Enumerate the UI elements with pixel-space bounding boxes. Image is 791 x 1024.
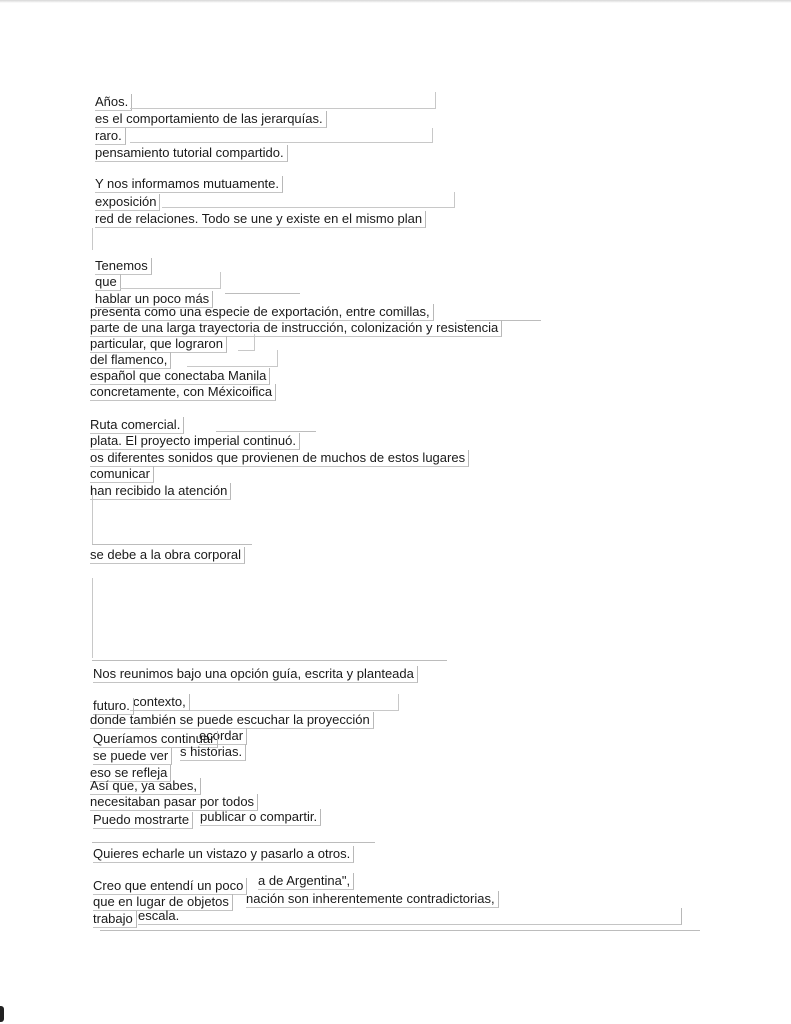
text-strip: particular, que lograron <box>90 336 227 353</box>
paste-edge <box>216 431 316 432</box>
paste-edge <box>225 293 300 294</box>
text-strip: comunicar <box>90 466 154 483</box>
text-strip: Y nos informamos mutuamente. <box>95 176 283 193</box>
text-strip: concretamente, con Méxicoifica <box>90 384 276 401</box>
text-strip: os diferentes sonidos que provienen de muchos de estos lugares <box>90 450 469 467</box>
text-strip: hablar un poco más <box>95 291 213 308</box>
text-strip: a de Argentina", <box>258 873 354 890</box>
text-strip: red de relaciones. Todo se une y existe en el mismo plan <box>95 211 426 228</box>
text-strip: han recibido la atención <box>90 483 231 500</box>
text-strip: se puede ver <box>93 748 172 765</box>
text-strip: presenta como una especie de exportación, entre comillas, <box>90 304 434 321</box>
text-strip: pensamiento tutorial compartido. <box>95 145 288 162</box>
paste-edge <box>92 228 93 250</box>
text-strip: es el comportamiento de las jerarquías. <box>95 111 327 128</box>
text-strip: exposición <box>95 194 160 211</box>
paste-edge <box>92 578 93 658</box>
paste-edge <box>92 842 375 843</box>
text-strip: Ruta comercial. <box>90 417 184 434</box>
text-strip: trabajo <box>93 911 137 928</box>
text-strip: Puedo mostrarte <box>93 812 193 829</box>
text-strip: Así que, ya sabes, <box>90 778 201 795</box>
text-strip: contexto, <box>133 694 190 711</box>
text-strip: necesitaban pasar por todos <box>90 794 258 811</box>
paste-frame <box>120 272 221 289</box>
text-strip: donde también se puede escuchar la proyección <box>90 712 374 729</box>
text-strip: Tenemos <box>95 258 152 275</box>
paste-frame <box>187 350 278 367</box>
text-strip: Creo que entendí un poco <box>93 878 247 895</box>
paste-edge <box>100 930 700 931</box>
text-strip: s historias. <box>180 744 246 761</box>
paste-frame <box>238 334 255 351</box>
paste-frame <box>130 128 433 143</box>
text-strip: eso se refleja <box>90 765 171 782</box>
text-strip: escala. <box>138 908 682 925</box>
scan-edge-mark <box>0 1006 4 1022</box>
text-strip: raro. <box>95 128 126 145</box>
text-strip: plata. El proyecto imperial continuó. <box>90 433 300 450</box>
text-strip: español que conectaba Manila <box>90 368 270 385</box>
text-strip: que <box>95 274 121 291</box>
paste-edge <box>92 544 252 545</box>
text-strip: que en lugar de objetos <box>93 894 233 911</box>
text-strip: ecordar <box>199 728 247 745</box>
text-strip: se debe a la obra corporal <box>90 547 245 564</box>
paste-edge <box>92 660 447 661</box>
text-strip: del flamenco, <box>90 352 171 369</box>
text-strip: Quieres echarle un vistazo y pasarlo a otros. <box>93 846 354 863</box>
text-strip: Años. <box>95 94 132 111</box>
paste-frame <box>130 92 436 109</box>
text-strip: publicar o compartir. <box>200 809 321 826</box>
scan-top-edge <box>0 0 791 3</box>
text-strip: parte de una larga trayectoria de instrucción, colonización y resistencia <box>90 320 502 337</box>
paste-frame <box>162 192 455 208</box>
text-strip: Nos reunimos bajo una opción guía, escrita y planteada <box>93 666 418 683</box>
text-strip: nación son inherentemente contradictorias, <box>246 891 499 908</box>
text-strip: futuro. <box>93 698 134 715</box>
text-strip: Queríamos continuar <box>93 731 218 748</box>
